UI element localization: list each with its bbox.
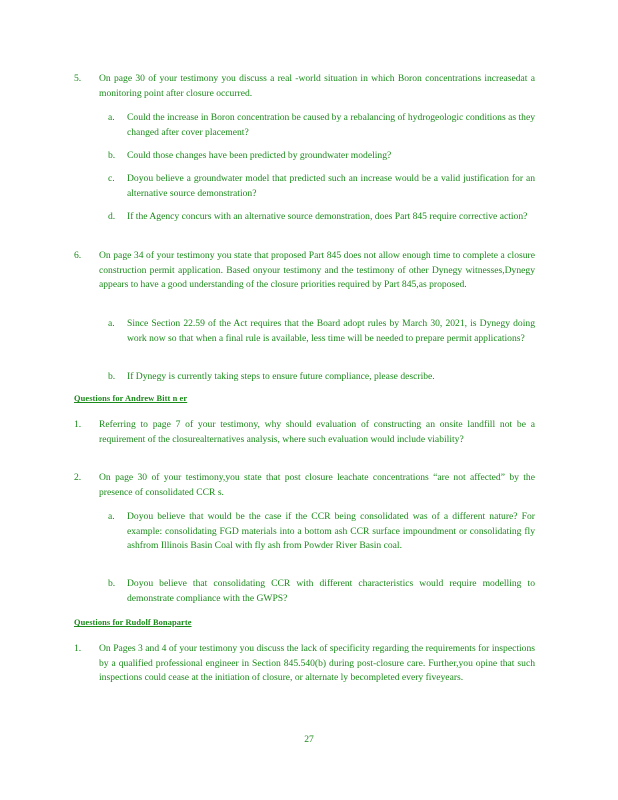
item-text: On page 30 of your testimony,you state that post closure leachate concentrations “are not affected” by the presence of consolidated CCR s.	[99, 472, 535, 498]
item-letter: b.	[108, 578, 116, 589]
item-text: Since Section 22.59 of the Act requires that the Board adopt rules by March 30, 2021, is Dynegy doing work now so that when a final rule is available, less time will be needed to prepare permit applications?	[127, 318, 535, 344]
item-letter: a.	[108, 318, 115, 329]
item-text: If the Agency concurs with an alternative source demonstration, does Part 845 require corrective action?	[127, 211, 528, 222]
section-heading-bittner: Questions for Andrew Bitt n er	[74, 394, 188, 403]
item-text: Doyou believe that would be the case if the CCR being consolidated was of a different nature? For example: consolidating FGD materials into a bottom ash CCR surface impoundment or consolidating fly ashfrom Illinois Basin Coal with fly ash from Powder River Basin coal.	[127, 511, 535, 552]
item-number: 1.	[74, 643, 82, 654]
item-number: 6.	[74, 250, 82, 261]
item-text: Could those changes have been predicted by groundwater modeling?	[127, 150, 392, 161]
item-letter: b.	[108, 150, 116, 161]
item-text: Doyou believe a groundwater model that predicted such an increase would be a valid justification for an alternative source demonstration?	[127, 173, 535, 199]
page-number: 27	[304, 734, 314, 745]
item-number: 5.	[74, 73, 82, 84]
item-text: On page 34 of your testimony you state that proposed Part 845 does not allow enough time to complete a closure construction permit application. Based onyour testimony and the testimony of other Dynegy witnesses,Dynegy appears to have a good understanding of the closure priorities required by Part 845,as proposed.	[99, 250, 535, 291]
item-text: Referring to page 7 of your testimony, why should evaluation of constructing an onsite landfill not be a requirement of the closurealternatives analysis, where such evaluation would include viability?	[99, 419, 535, 445]
item-text: Doyou believe that consolidating CCR with different characteristics would require modelling to demonstrate compliance with the GWPS?	[127, 578, 535, 604]
section-heading-bonaparte: Questions for Rudolf Bonaparte	[74, 618, 192, 627]
item-number: 2.	[74, 472, 82, 483]
item-letter: a.	[108, 511, 115, 522]
item-letter: c.	[108, 173, 115, 184]
item-number: 1.	[74, 419, 82, 430]
item-letter: b.	[108, 371, 116, 382]
item-text: On page 30 of your testimony you discuss a real -world situation in which Boron concentrations increasedat a monitoring point after closure occurred.	[99, 73, 535, 99]
item-letter: a.	[108, 112, 115, 123]
item-text: Could the increase in Boron concentration be caused by a rebalancing of hydrogeologic conditions as they changed after cover placement?	[127, 112, 535, 138]
item-letter: d.	[108, 211, 116, 222]
item-text: If Dynegy is currently taking steps to ensure future compliance, please describe.	[127, 371, 435, 382]
item-text: On Pages 3 and 4 of your testimony you discuss the lack of specificity regarding the requirements for inspections by a qualified professional engineer in Section 845.540(b) during post-closure care. Further,you opine that such inspections could cease at the initiation of closure, or alternate ly becompleted every fiveyears.	[99, 643, 535, 684]
